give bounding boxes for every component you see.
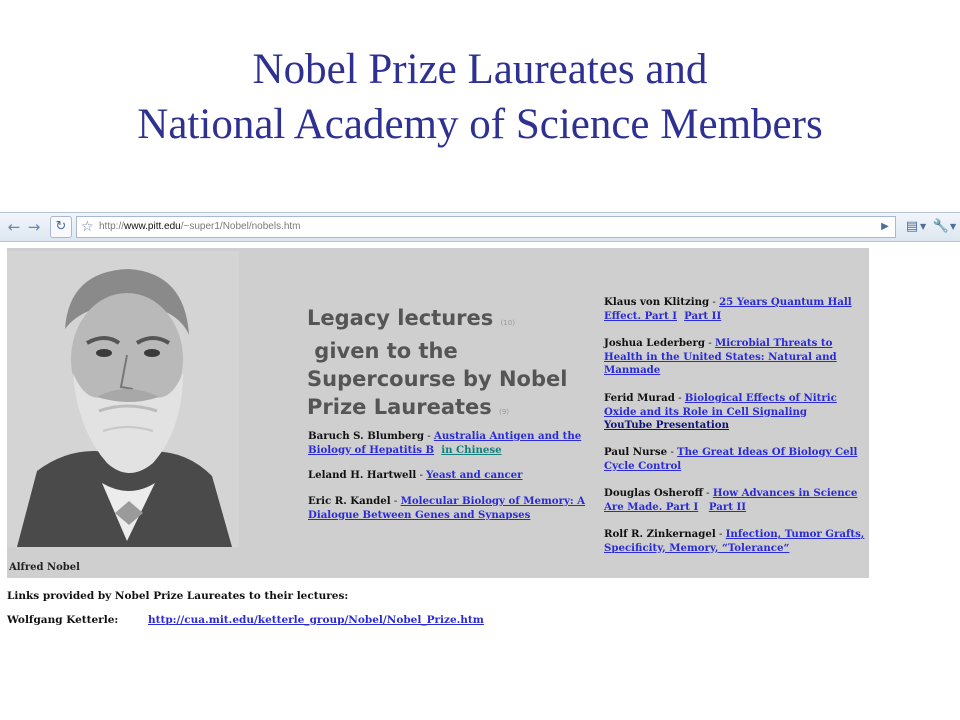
alfred-nobel-portrait [7,251,239,547]
url-path: /~super1/Nobel/nobels.htm [180,221,301,232]
separator: - [702,488,713,499]
laureate-entry-osheroff [604,487,859,514]
links-heading: Links provided by Nobel Prize Laureates to their lectures: [7,590,349,602]
slide-title [0,42,960,152]
laureate-name: Paul Nurse [604,446,668,458]
laureate-name: Joshua Lederberg [604,337,706,349]
heading-line-2: given to the [307,339,458,363]
laureate-name: Baruch S. Blumberg [308,430,424,442]
laureate-entry-lederberg [604,337,859,378]
separator: - [674,393,685,404]
laureate-name: Leland H. Hartwell [308,469,417,481]
separator: - [416,470,427,481]
lecture-link-molecular-biology-of-memory[interactable]: Molecular Biology of Memory: A Dialogue Between Genes and Synapses [308,495,586,521]
lecture-link-quantum-hall-part-2[interactable]: Part II [684,309,722,322]
laureate-name: Rolf R. Zinkernagel [604,528,716,540]
separator: - [390,496,401,507]
laureate-entry-blumberg [308,430,604,457]
laureate-name: Klaus von Klitzing [604,296,710,308]
lecture-link-nitric-oxide[interactable]: Biological Effects of Nitric Oxide and its Role in Cell Signaling [604,392,837,418]
lecture-link-cell-cycle-control[interactable]: The Great Ideas Of Biology Cell Cycle Control [604,446,858,472]
wrench-icon[interactable]: 🔧 [932,219,950,234]
wrench-menu-caret-icon[interactable]: ▼ [950,222,957,231]
portrait-caption: Alfred Nobel [9,562,80,573]
heading-count-mark-2: (9) [499,408,510,416]
lecture-link-advances-in-science-part-2[interactable]: Part II [708,500,747,513]
lecture-link-microbial-threats[interactable]: Microbial Threats to Health in the United States: Natural and Manmade [604,337,837,376]
legacy-lectures-heading [307,304,597,426]
separator: - [705,338,715,349]
bookmark-star-icon[interactable]: ☆ [81,219,94,235]
laureate-entry-zinkernagel [604,528,866,555]
page-icon[interactable]: ▤ [905,219,919,234]
forward-arrow-icon[interactable]: → [27,218,41,236]
browser-toolbar [0,212,960,242]
heading-count-mark: (10) [500,319,515,327]
laureate-entry-hartwell [308,469,604,483]
laureate-name: Douglas Osheroff [604,487,703,499]
lecture-link-quantum-hall-part-1[interactable]: 25 Years Quantum Hall Effect. Part I [604,296,852,322]
ketterle-row [7,614,947,626]
webpage-content [7,248,869,578]
lecture-link-in-chinese[interactable]: in Chinese [441,443,502,456]
separator: - [709,297,720,308]
laureate-entry-murad [604,392,859,433]
lecture-link-yeast-and-cancer[interactable]: Yeast and cancer [426,469,523,481]
back-arrow-icon[interactable]: ← [7,218,21,236]
reload-icon[interactable]: ↻ [50,216,72,238]
go-arrow-icon[interactable]: ▶ [881,221,889,232]
separator: - [667,447,678,458]
url-prefix: http:// [99,221,125,232]
ketterle-name: Wolfgang Ketterle: [7,614,119,626]
lecture-link-australia-antigen[interactable]: Australia Antigen and the Biology of Hepatitis B [308,430,582,456]
address-bar[interactable] [76,216,896,238]
url-domain: www.pitt.edu [124,221,181,232]
lecture-link-advances-in-science-part-1[interactable]: How Advances in Science Are Made. Part I [604,487,858,513]
heading-line-3: Supercourse by Nobel [307,367,568,391]
laureate-name: Ferid Murad [604,392,675,404]
slide-title-line-2: National Academy of Science Members [137,101,823,148]
url-text[interactable] [99,220,301,234]
slide-title-line-1: Nobel Prize Laureates and [252,46,708,93]
separator: - [715,529,726,540]
youtube-presentation-link[interactable]: YouTube Presentation [604,419,730,431]
separator: - [424,431,434,442]
laureate-entry-kandel [308,495,604,522]
heading-line-1: Legacy lectures [307,306,494,330]
page-menu-caret-icon[interactable]: ▼ [920,222,927,231]
heading-line-4: Prize Laureates [307,395,492,419]
ketterle-lecture-link[interactable]: http://cua.mit.edu/ketterle_group/Nobel/Nobel_Prize.htm [148,614,484,626]
lecture-link-infection-tumor-grafts[interactable]: Infection, Tumor Grafts, Specificity, Memory, “Tolerance“ [604,528,865,554]
laureate-entry-von-klitzing [604,296,859,323]
laureate-entry-nurse [604,446,859,473]
laureate-name: Eric R. Kandel [308,495,391,507]
